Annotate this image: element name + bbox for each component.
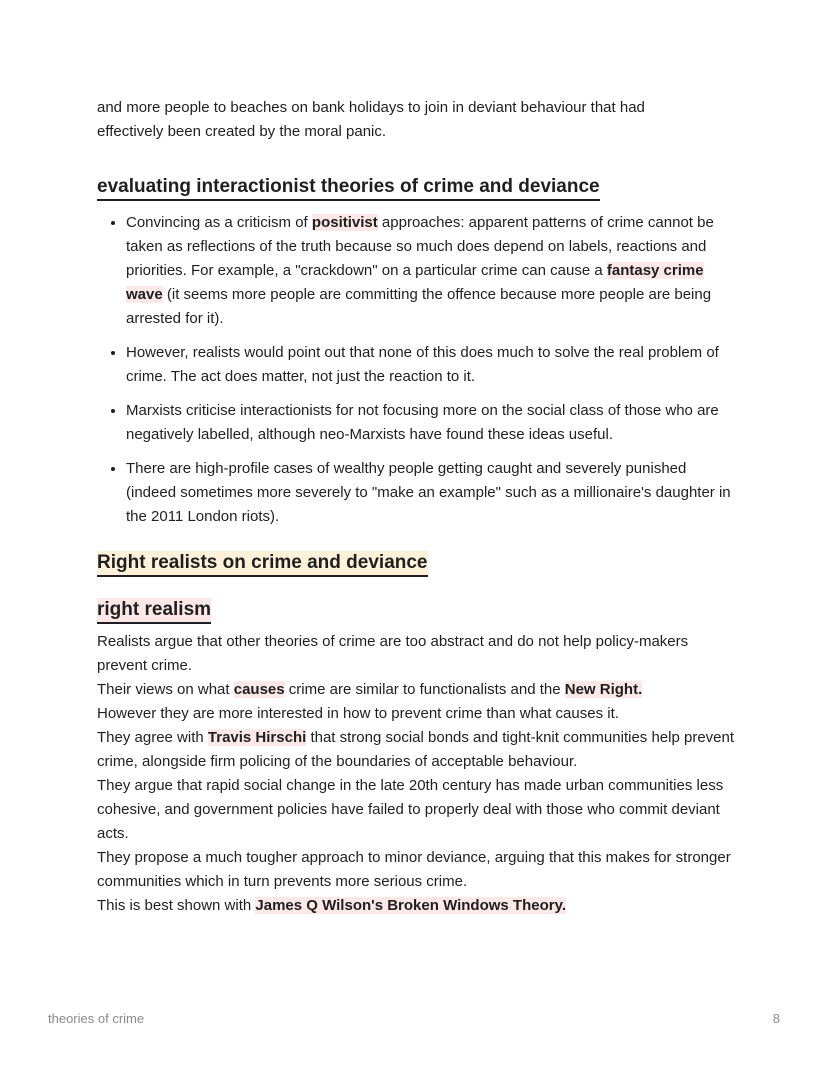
text: They agree with xyxy=(97,729,208,746)
document-page xyxy=(97,96,737,918)
bullet-text: Convincing as a criticism of xyxy=(126,214,312,231)
paragraph xyxy=(97,726,737,774)
footer-document-title: theories of crime xyxy=(48,1011,145,1026)
section-heading-evaluating: evaluating interactionist theories of crime and deviance xyxy=(97,175,600,201)
section-heading-right-realism: right realism xyxy=(97,598,211,624)
intro-line-2: effectively been created by the moral panic. xyxy=(97,123,387,140)
bullet-item: • Marxists criticise interactionists for not focusing more on the social class of those who are negatively labelled, although neo-Marxists have found these ideas useful. xyxy=(126,399,737,447)
paragraph xyxy=(97,678,737,702)
bullet-item xyxy=(126,211,737,331)
term-broken-windows: James Q Wilson's Broken Windows Theory. xyxy=(255,897,566,914)
term-travis-hirschi: Travis Hirschi xyxy=(207,729,307,746)
section-heading-right-realists: Right realists on crime and deviance xyxy=(97,551,428,577)
term-positivist: positivist xyxy=(311,214,378,231)
text: crime are similar to functionalists and the xyxy=(284,681,565,698)
bullet-text: (it seems more people are committing the offence because more people are being arrested for it). xyxy=(126,286,712,327)
paragraph: They propose a much tougher approach to minor deviance, arguing that this makes for stronger communities which in turn prevents more serious crime. xyxy=(97,849,731,890)
intro-paragraph xyxy=(97,96,737,144)
intro-line-1: and more people to beaches on bank holidays to join in deviant behaviour that had xyxy=(97,99,645,116)
bullet-text: approaches: apparent patterns of crime cannot be taken as reflections of the truth because so much does depend on labels, reactions and priorities. For example, a "crackdown" on a particular crime can cause a xyxy=(126,214,714,279)
paragraph: They argue that rapid social change in the late 20th century has made urban communities less cohesive, and government policies have failed to properly deal with those who commit deviant acts. xyxy=(97,777,724,842)
paragraph: Realists argue that other theories of crime are too abstract and do not help policy-makers prevent crime. xyxy=(97,633,689,674)
text: that strong social bonds and tight-knit communities help prevent crime, alongside firm policing of the boundaries of acceptable behaviour. xyxy=(97,729,735,770)
text: Their views on what xyxy=(97,681,234,698)
footer-page-number: 8 xyxy=(772,1011,780,1026)
term-fantasy-crime-wave: fantasy crime wave xyxy=(126,262,704,303)
bullet-item: • There are high-profile cases of wealthy people getting caught and severely punished (indeed sometimes more severely to "make an example" such as a millionaire's daughter in the 2011 London riots). xyxy=(126,457,737,529)
term-causes: causes xyxy=(233,681,285,698)
text: This is best shown with xyxy=(97,897,256,914)
bullet-item: • However, realists would point out that none of this does much to solve the real problem of crime. The act does matter, not just the reaction to it. xyxy=(126,341,737,389)
paragraph xyxy=(97,894,737,918)
right-realism-body xyxy=(97,630,737,918)
paragraph: However they are more interested in how to prevent crime than what causes it. xyxy=(97,705,619,722)
term-new-right: New Right. xyxy=(564,681,643,698)
evaluation-bullet-list xyxy=(97,211,737,529)
